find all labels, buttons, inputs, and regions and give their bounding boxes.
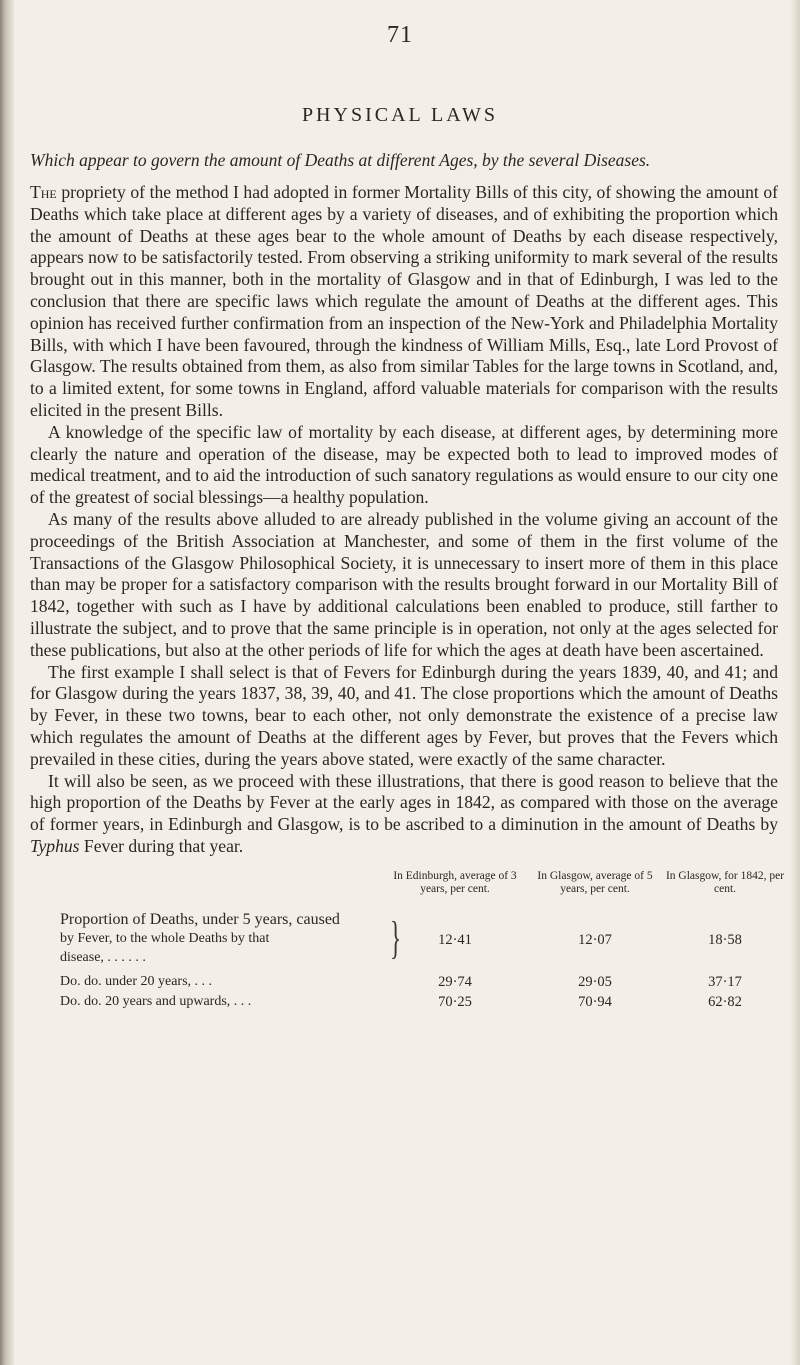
table-cell: 70·25 [438,994,472,1010]
row-label-line: Proportion of Deaths, under 5 years, caused [60,911,340,928]
table-cell: 12·07 [578,932,612,948]
section-heading: PHYSICAL LAWS [301,104,499,126]
row-label [60,910,390,967]
column-header-edinburgh: In Edinburgh, average of 3 years, per cent. [393,870,517,895]
row-label-line: disease, . . . . . . [60,950,146,965]
table-cell: 29·74 [438,974,472,990]
body-text [30,182,778,858]
table-row [60,992,775,1012]
row-label-line: by Fever, to the whole Deaths by that [60,931,270,946]
table-row [60,972,775,992]
page-right-edge [790,0,800,1365]
table-header-row [60,870,785,910]
table-cell: 29·05 [578,974,612,990]
paragraph-text: propriety of the method I had adopted in former Mortality Bills of this city, of showing the amount of Deaths which take place at different ages by a variety of diseases, and of exhibiting the proportion which the amount of Deaths at these ages bear to the whole amount of Deaths by each disease respectively, appears now to be satisfactorily tested. From observing a striking uniformity to mark several of the results brought out in this manner, both in the mortality of Glasgow and in that of Edinburgh, I was led to the conclusion that there are specific laws which regulate the amount of Deaths at the different ages. This opinion has received further confirmation from an inspection of the New-York and Philadelphia Mortality Bills, with which I have been favoured, through the kindness of William Mills, Esq., late Lord Provost of Glasgow. The results obtained from them, as also from similar Tables for the large towns in Scotland, and, to a limited extent, for some towns in England, afford valuable materials for comparison with the results elicited in the present Bills. [30,182,778,420]
row-label: Do. do. under 20 years, . . . [60,974,213,989]
paragraph-text: It will also be seen, as we proceed with these illustrations, that there is good reason to believe that the high proportion of the Deaths by Fever at the early ages in 1842, as compared with those on the average of former years, in Edinburgh and Glasgow, is to be ascribed to a diminution in the amount of Deaths by [30,770,778,835]
table-cell: 70·94 [578,994,612,1010]
table-row [60,910,775,972]
row-label: Do. do. 20 years and upwards, . . . [60,994,252,1009]
table-cell: 62·82 [708,994,742,1010]
brace-symbol: } [390,912,402,963]
paragraph-text: Fever during that year. [79,835,244,856]
paragraph-5 [30,771,778,858]
paragraph-2: A knowledge of the specific law of mortality by each disease, at different ages, by determining more clearly the nature and operation of the disease, may be expected both to lead to improved modes of medical treatment, and to aid the introduction of such sanatory regulations as would ensure to our city one of the greatest of social blessings—a healthy population. [30,421,778,508]
emphasis-typhus: Typhus [30,835,80,856]
table-cell: 37·17 [708,974,742,990]
section-subheading: Which appear to govern the amount of Deaths at different Ages, by the several Diseases. [30,150,651,170]
paragraph-1 [30,182,778,422]
paragraph-3: As many of the results above alluded to are already published in the volume giving an account of the proceedings of the British Association at Manchester, and some of them in the first volume of the Transactions of the Glasgow Philosophical Society, it is unnecessary to insert more of them in this place than may be proper for a satisfactory comparison with the results brought forward in our Mortality Bill of 1842, together with such as I have by additional calculations been enabled to produce, still farther to illustrate the subject, and to prove that the same principle is in operation, not only at the ages selected for these publications, but also at the other periods of life for which the ages at death have been ascertained. [30,508,778,660]
page-number: 71 [387,22,413,48]
table-cell: 12·41 [438,932,472,948]
dropcap-word: The [30,182,57,202]
column-header-glasgow-average: In Glasgow, average of 5 years, per cent. [537,870,653,895]
paragraph-4: The first example I shall select is that of Fevers for Edinburgh during the years 1839, 40, and 41; and for Glasgow during the years 1837, 38, 39, 40, and 41. The close proportions which the amount of Deaths by Fever, in these two towns, bear to each other, not only demonstrate the existence of a precise law which regulates the amount of Deaths at the different ages by Fever, but proves that the Fevers which prevailed in these cities, during the years above stated, were exactly of the same character. [30,661,778,769]
page-binding-edge [0,0,14,1365]
mortality-table [60,870,785,1012]
column-header-glasgow-1842: In Glasgow, for 1842, per cent. [665,870,785,895]
table-cell: 18·58 [708,932,742,948]
